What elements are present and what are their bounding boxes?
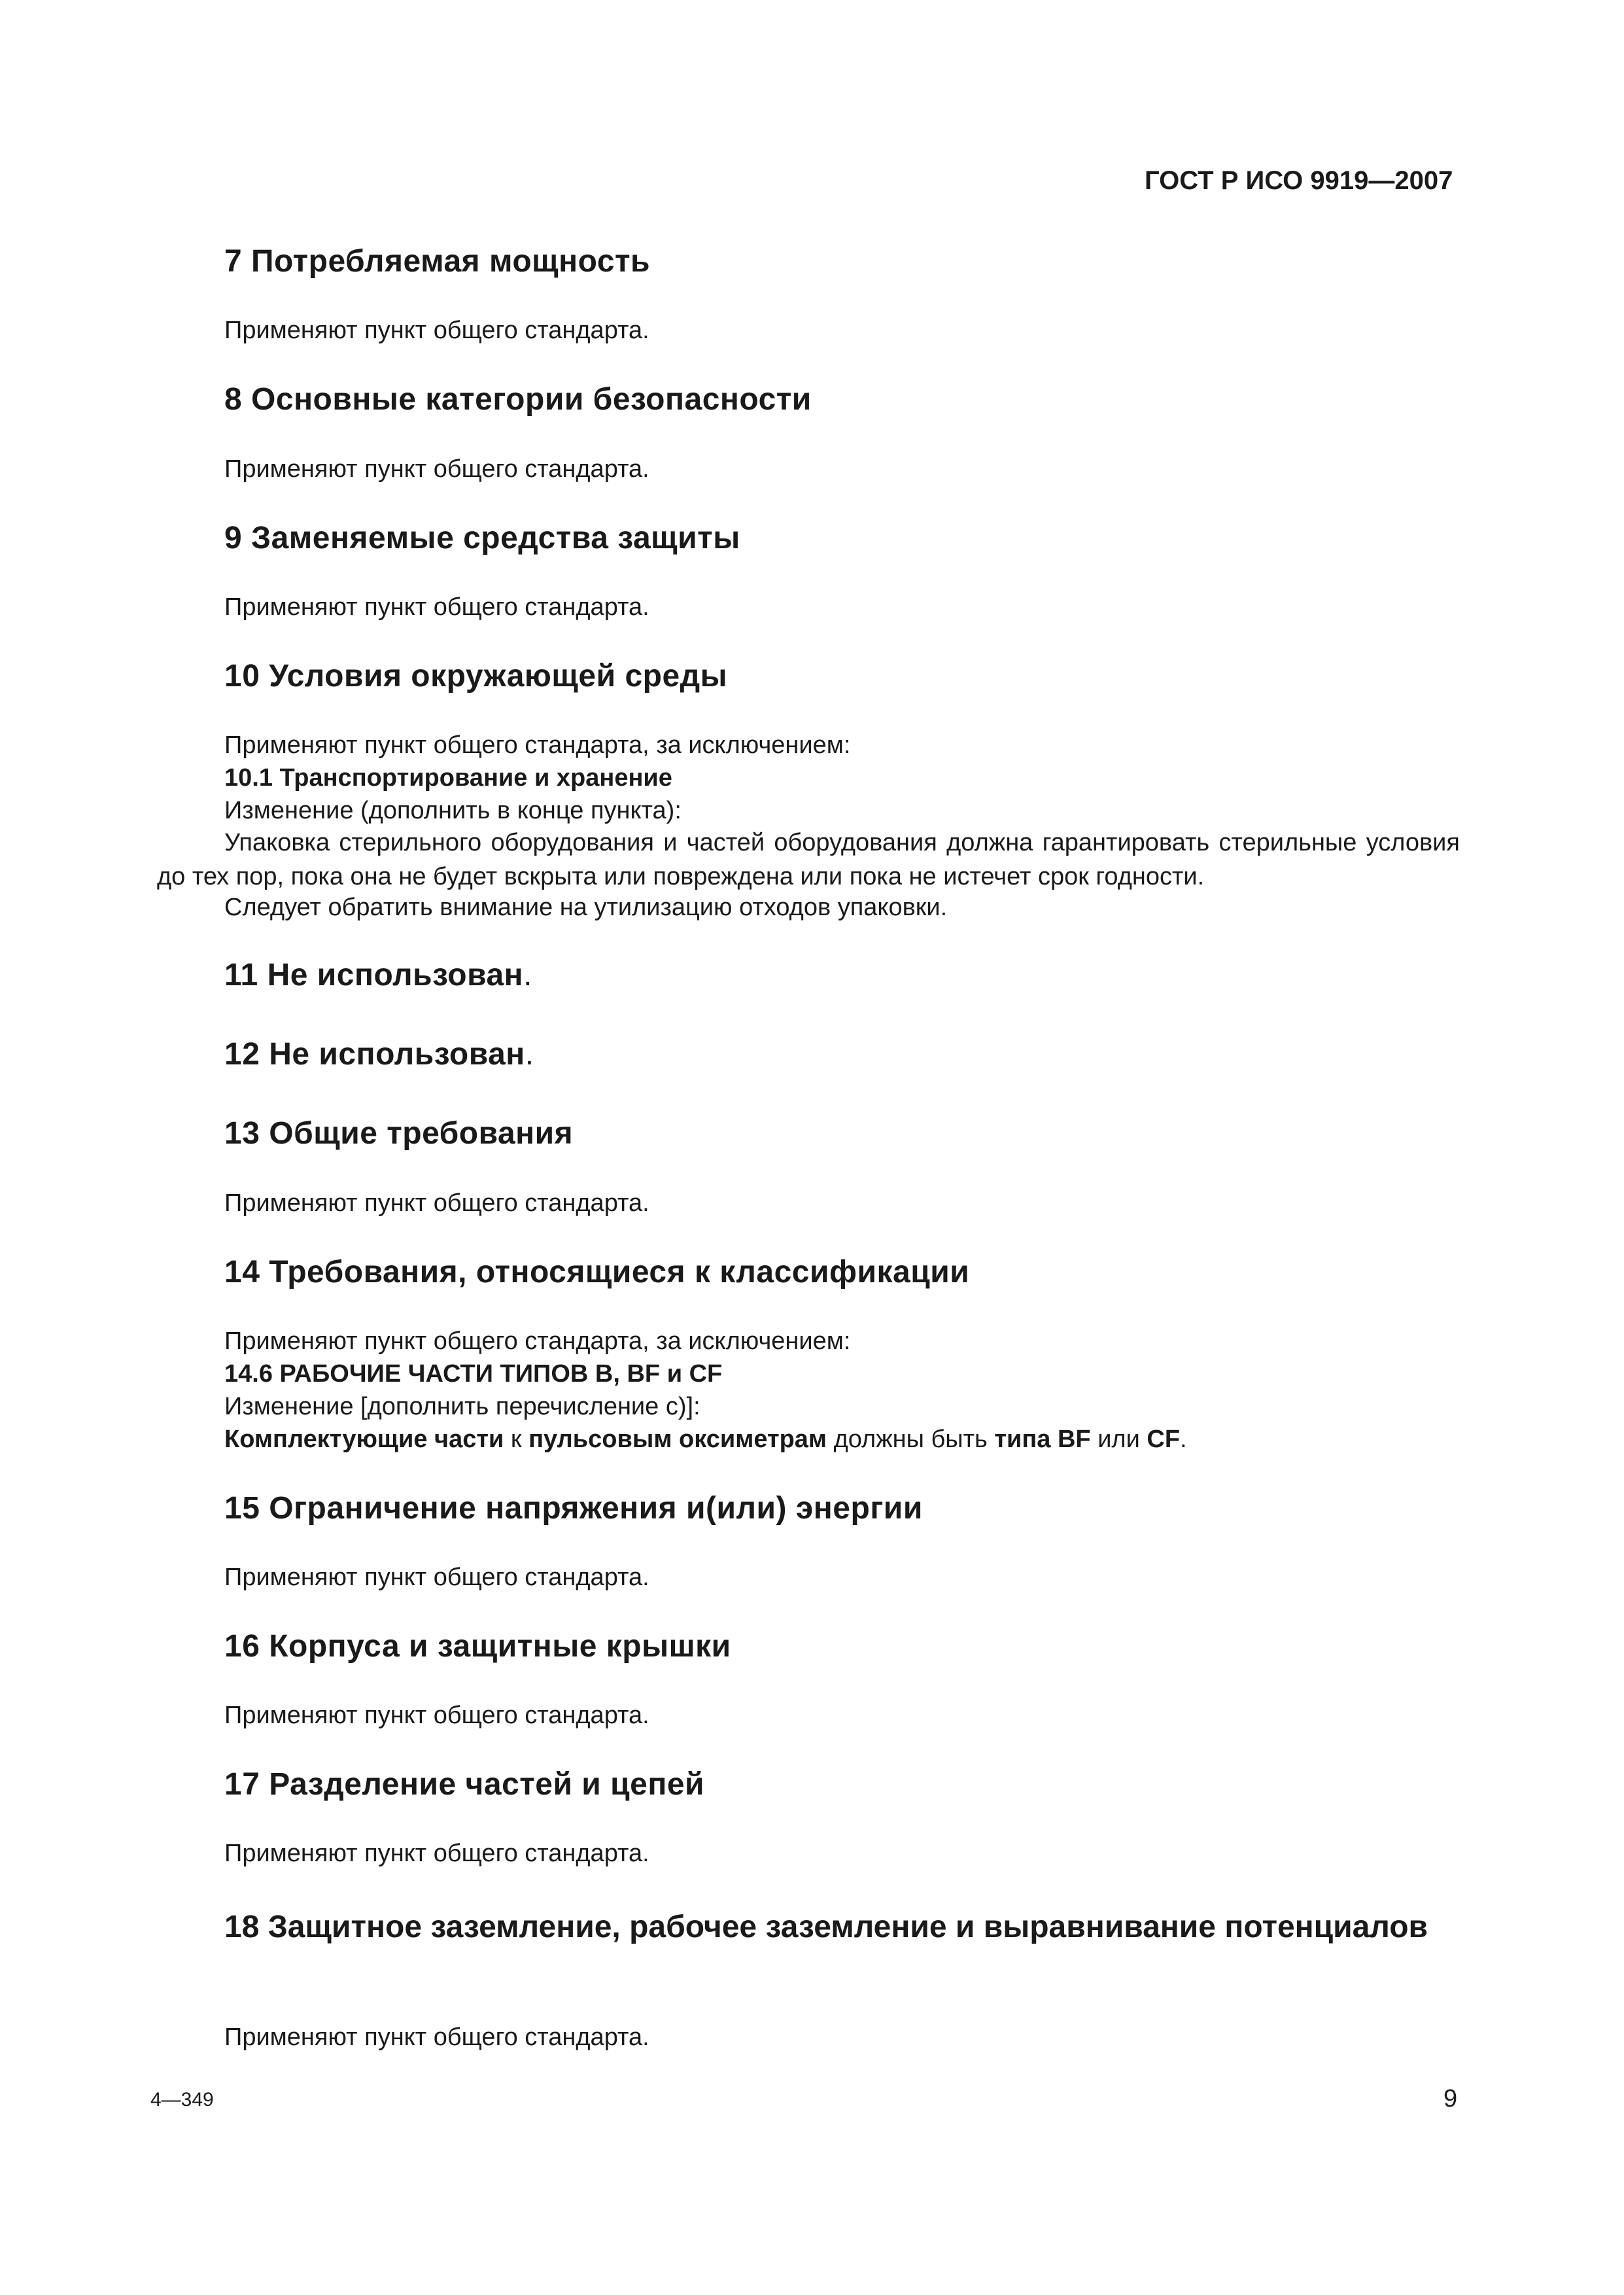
- section-14-6-change: Изменение [дополнить перечисление с)]:: [224, 1393, 700, 1420]
- section-10-1-title: 10.1 Транспортирование и хранение: [224, 764, 672, 792]
- rule-text-3: или: [1090, 1426, 1147, 1453]
- section-17-text: Применяют пункт общего стандарта.: [224, 1840, 649, 1867]
- section-16-text: Применяют пункт общего стандарта.: [224, 1702, 649, 1729]
- page-number: 9: [1443, 2085, 1458, 2112]
- section-14-title: 14 Требования, относящиеся к классификации: [224, 1255, 970, 1289]
- section-13-title: 13 Общие требования: [224, 1116, 574, 1151]
- section-10-title: 10 Условия окружающей среды: [224, 659, 728, 693]
- section-15-title: 15 Ограничение напряжения и(или) энергии: [224, 1491, 923, 1526]
- section-11-title: [224, 957, 532, 993]
- section-8-title: 8 Основные категории безопасности: [224, 382, 812, 417]
- rule-text-4: .: [1180, 1426, 1187, 1453]
- section-16-title: 16 Корпуса и защитные крышки: [224, 1629, 731, 1664]
- section-8-text: Применяют пункт общего стандарта.: [224, 455, 649, 483]
- section-7-text: Применяют пункт общего стандарта.: [224, 317, 649, 344]
- section-11-title-dot: .: [523, 958, 532, 992]
- section-10-1-paragraph: Упаковка стерильного оборудования и частей оборудования должна гарантировать стерильные условия до тех пор, пока она не будет вскрыта или повреждена или пока не истечет срок годности.: [157, 829, 1460, 890]
- document-id: ГОСТ Р ИСО 9919—2007: [1145, 166, 1453, 195]
- rule-term-cf: CF: [1147, 1426, 1181, 1453]
- section-9-text: Применяют пункт общего стандарта.: [224, 593, 649, 621]
- section-18-text: Применяют пункт общего стандарта.: [224, 2023, 649, 2051]
- section-15-text: Применяют пункт общего стандарта.: [224, 1564, 649, 1591]
- section-12-title: [224, 1036, 534, 1072]
- rule-term-parts: Комплектующие части: [224, 1426, 504, 1453]
- rule-term-type-bf: типа BF: [994, 1426, 1091, 1453]
- rule-text-2: должны быть: [827, 1426, 995, 1453]
- section-12-title-dot: .: [525, 1037, 534, 1072]
- section-14-text: Применяют пункт общего стандарта, за исключением:: [224, 1327, 851, 1355]
- section-18-title: 18 Защитное заземление, рабочее заземление и выравнивание потенциалов: [224, 1910, 1428, 1944]
- footer-code: 4—349: [150, 2089, 214, 2111]
- section-12-title-text: 12 Не использован: [224, 1037, 525, 1072]
- section-11-title-text: 11 Не использован: [224, 958, 524, 992]
- section-7-title: 7 Потребляемая мощность: [224, 244, 651, 279]
- section-17-title: 17 Разделение частей и цепей: [224, 1767, 705, 1802]
- section-10-1-change: Изменение (дополнить в конце пункта):: [224, 797, 682, 824]
- section-14-6-title: 14.6 РАБОЧИЕ ЧАСТИ ТИПОВ В, BF и CF: [224, 1360, 723, 1388]
- section-13-text: Применяют пункт общего стандарта.: [224, 1189, 649, 1217]
- section-10-text: Применяют пункт общего стандарта, за исключением:: [224, 731, 851, 759]
- section-10-1-note: Следует обратить внимание на утилизацию отходов упаковки.: [224, 894, 948, 921]
- section-14-6-rule: [224, 1426, 1187, 1454]
- rule-term-oximeters: пульсовым оксиметрам: [528, 1426, 827, 1453]
- section-9-title: 9 Заменяемые средства защиты: [224, 521, 740, 555]
- rule-text-1: к: [504, 1426, 529, 1453]
